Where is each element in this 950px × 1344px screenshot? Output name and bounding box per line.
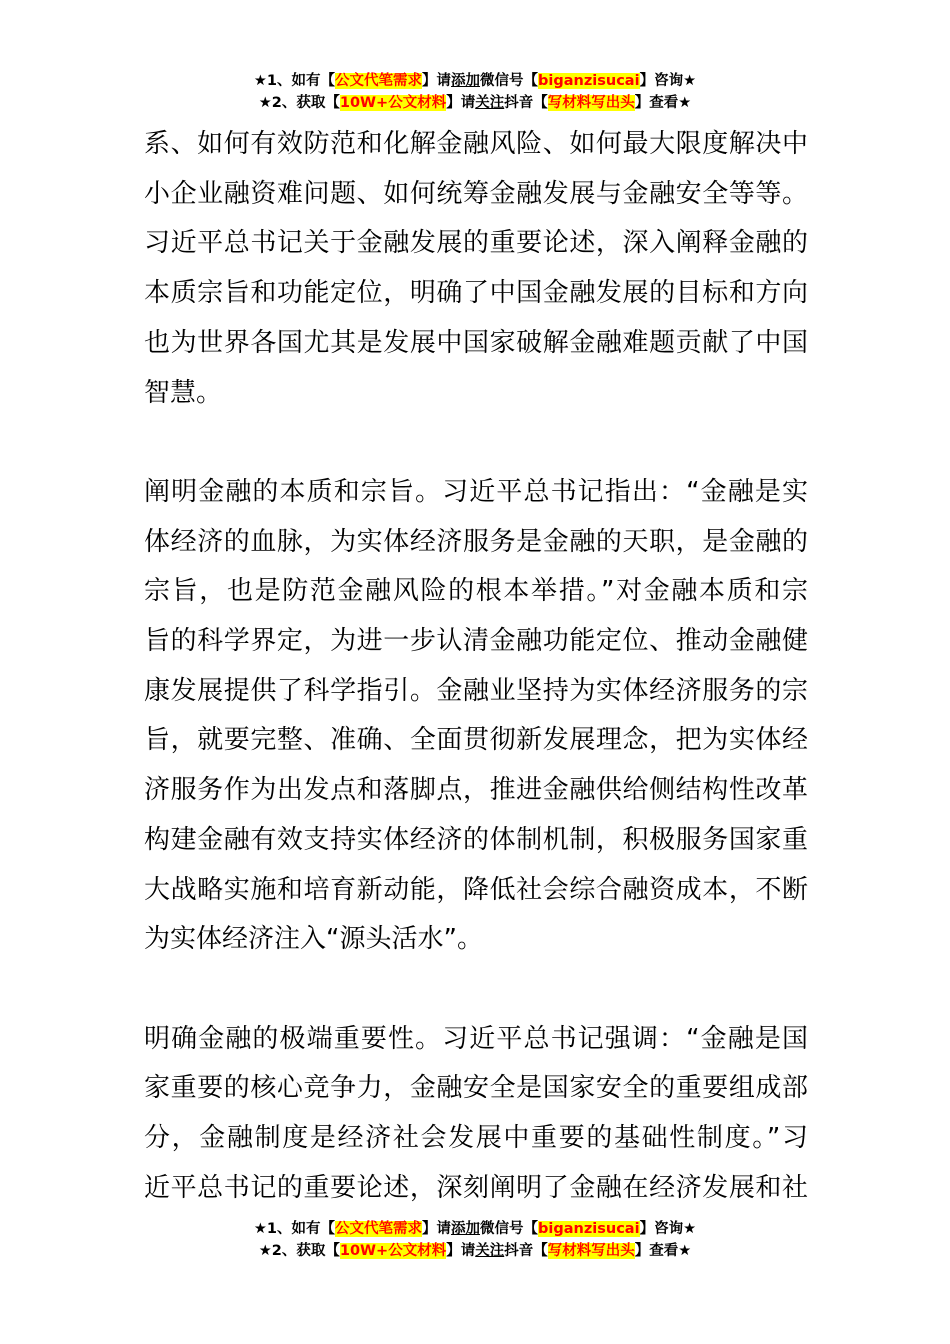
text-line: 构建金融有效支持实体经济的体制机制，积极服务国家重 bbox=[144, 824, 808, 855]
text-line: 康发展提供了科学指引。金融业坚持为实体经济服务的宗 bbox=[144, 675, 808, 706]
text-line: 本质宗旨和功能定位，明确了中国金融发展的目标和方向 bbox=[144, 278, 808, 309]
banner-text: ★1、如有【 bbox=[253, 1221, 336, 1237]
banner-highlight: 公文代笔需求 bbox=[335, 1221, 423, 1237]
banner-underline: 关注 bbox=[475, 1243, 505, 1259]
banner-highlight: 写材料写出头 bbox=[547, 95, 635, 111]
text-line: 宗旨，也是防范金融风险的根本举措。”对金融本质和宗 bbox=[144, 576, 808, 607]
text-line: 济服务作为出发点和落脚点，推进金融供给侧结构性改革 bbox=[144, 775, 808, 806]
banner-text: 微信号【 bbox=[480, 73, 539, 89]
text-line: 为实体经济注入“源头活水”。 bbox=[144, 924, 483, 955]
banner-line-1 bbox=[0, 1218, 950, 1240]
banner-text: 】请 bbox=[422, 73, 452, 89]
banner-text: 微信号【 bbox=[480, 1221, 539, 1237]
paragraph bbox=[144, 468, 808, 965]
footer-banner bbox=[0, 1218, 950, 1262]
text-line: 系、如何有效防范和化解金融风险、如何最大限度解决中 bbox=[144, 129, 808, 159]
text-line: 旨的科学界定，为进一步认清金融功能定位、推动金融健 bbox=[144, 626, 808, 657]
banner-text: 抖音【 bbox=[504, 95, 548, 111]
paragraph bbox=[144, 120, 808, 418]
header-banner bbox=[0, 70, 950, 114]
banner-text: 】咨询★ bbox=[639, 73, 697, 89]
banner-text: ★1、如有【 bbox=[253, 73, 336, 89]
banner-text: ★2、获取【 bbox=[258, 1243, 340, 1259]
banner-underline: 添加 bbox=[451, 1221, 481, 1237]
text-line: 体经济的血脉，为实体经济服务是金融的天职，是金融的 bbox=[144, 526, 808, 557]
text-line: 习近平总书记关于金融发展的重要论述，深入阐释金融的 bbox=[144, 228, 808, 259]
banner-underline: 添加 bbox=[451, 73, 481, 89]
banner-line-2 bbox=[0, 92, 950, 114]
banner-text: 抖音【 bbox=[504, 1243, 548, 1259]
paragraph-gap bbox=[144, 965, 808, 1015]
banner-text: 】请 bbox=[422, 1221, 452, 1237]
banner-highlight: 写材料写出头 bbox=[547, 1243, 635, 1259]
document-body bbox=[144, 120, 808, 1213]
paragraph bbox=[144, 1015, 808, 1214]
banner-line-2 bbox=[0, 1240, 950, 1262]
text-line: 大战略实施和培育新动能，降低社会综合融资成本，不断 bbox=[144, 874, 808, 905]
banner-text: ★2、获取【 bbox=[258, 95, 340, 111]
text-line: 阐明金融的本质和宗旨。习近平总书记指出：“金融是实 bbox=[144, 476, 808, 507]
banner-text: 】请 bbox=[446, 1243, 476, 1259]
banner-underline: 关注 bbox=[475, 95, 505, 111]
text-line: 家重要的核心竞争力，金融安全是国家安全的重要组成部 bbox=[144, 1073, 808, 1104]
banner-highlight: biganzisucai bbox=[538, 73, 640, 89]
banner-highlight: biganzisucai bbox=[538, 1221, 640, 1237]
banner-text: 】查看★ bbox=[634, 95, 692, 111]
banner-highlight: 10W+公文材料 bbox=[339, 95, 447, 111]
banner-text: 】请 bbox=[446, 95, 476, 111]
banner-text: 】咨询★ bbox=[639, 1221, 697, 1237]
text-line: 分，金融制度是经济社会发展中重要的基础性制度。”习 bbox=[144, 1123, 808, 1154]
text-line: 智慧。 bbox=[144, 377, 223, 408]
banner-line-1 bbox=[0, 70, 950, 92]
text-line: 小企业融资难问题、如何统筹金融发展与金融安全等等。 bbox=[144, 178, 808, 209]
banner-text: 】查看★ bbox=[634, 1243, 692, 1259]
text-line: 明确金融的极端重要性。习近平总书记强调：“金融是国 bbox=[144, 1023, 808, 1054]
paragraph-gap bbox=[144, 418, 808, 468]
text-line: 近平总书记的重要论述，深刻阐明了金融在经济发展和社 bbox=[144, 1172, 808, 1203]
banner-highlight: 公文代笔需求 bbox=[335, 73, 423, 89]
text-line: 也为世界各国尤其是发展中国家破解金融难题贡献了中国 bbox=[144, 327, 808, 358]
banner-highlight: 10W+公文材料 bbox=[339, 1243, 447, 1259]
text-line: 旨，就要完整、准确、全面贯彻新发展理念，把为实体经 bbox=[144, 725, 808, 756]
